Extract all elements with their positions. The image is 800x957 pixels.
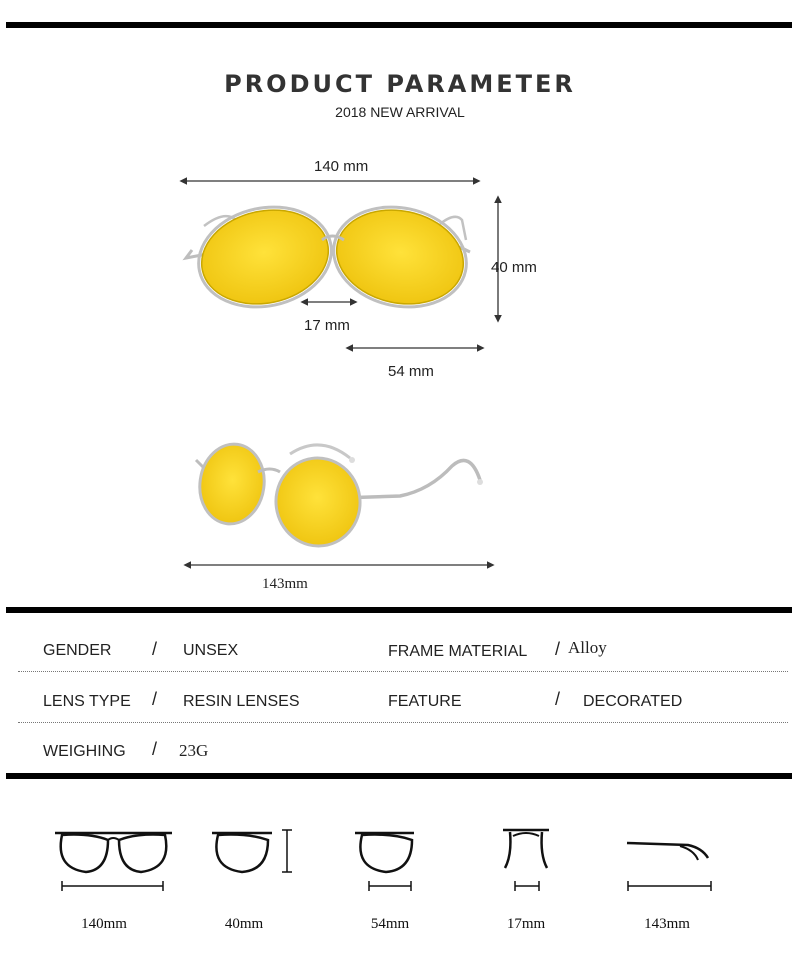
param-label-gender: GENDER [43,642,112,659]
temple-length-icon [627,843,711,891]
front-glasses-illustration [0,140,800,400]
param-separator: / [152,739,158,759]
lens-width-icon [355,833,414,891]
bridge-width-icon [503,830,549,891]
param-separator: / [555,689,561,709]
side-view-diagram [0,420,800,600]
param-value-frame-material: Alloy [568,638,607,657]
param-label-weighing: WEIGHING [43,743,126,760]
front-view-diagram [0,140,800,400]
param-label-frame-material: FRAME MATERIAL [388,643,528,660]
height-label: 40 mm [491,259,537,276]
param-value-feature: DECORATED [583,693,683,710]
icon-caption-bridge-width: 17mm [506,916,546,932]
icon-caption-lens-height: 40mm [224,916,264,932]
param-label-lens-type: LENS TYPE [43,693,131,710]
side-right-lens [270,453,365,552]
param-value-gender: UNSEX [183,642,239,659]
bridge-label: 17 mm [304,317,350,334]
param-separator: / [152,689,158,709]
param-value-lens-type: RESIN LENSES [183,693,300,710]
top-rule [6,22,792,28]
table-bottom-rule [6,773,792,779]
row-divider [18,722,788,723]
front-width-label: 140 mm [314,158,369,175]
parameter-table [0,613,800,773]
right-lens [328,199,472,316]
row-divider [18,671,788,672]
lens-width-label: 54 mm [388,363,434,380]
lens-height-icon [212,830,292,872]
param-value-weighing: 23G [179,741,209,760]
icon-caption-lens-width: 54mm [370,916,410,932]
dimension-icons-svg [0,800,800,910]
page-subtitle: 2018 NEW ARRIVAL [335,104,465,120]
icon-caption-temple-length: 143mm [644,916,690,932]
param-label-feature: FEATURE [388,693,462,710]
param-separator: / [152,639,158,659]
left-lens [193,199,337,316]
dimension-icons [0,800,800,910]
temple-length-label: 143mm [262,576,308,592]
side-left-lens [195,440,270,528]
front-width-icon [55,833,172,891]
param-separator: / [555,639,561,659]
side-glasses-illustration [0,420,800,600]
page-title: PRODUCT PARAMETER [224,70,576,98]
icon-caption-front-width: 140mm [81,916,127,932]
